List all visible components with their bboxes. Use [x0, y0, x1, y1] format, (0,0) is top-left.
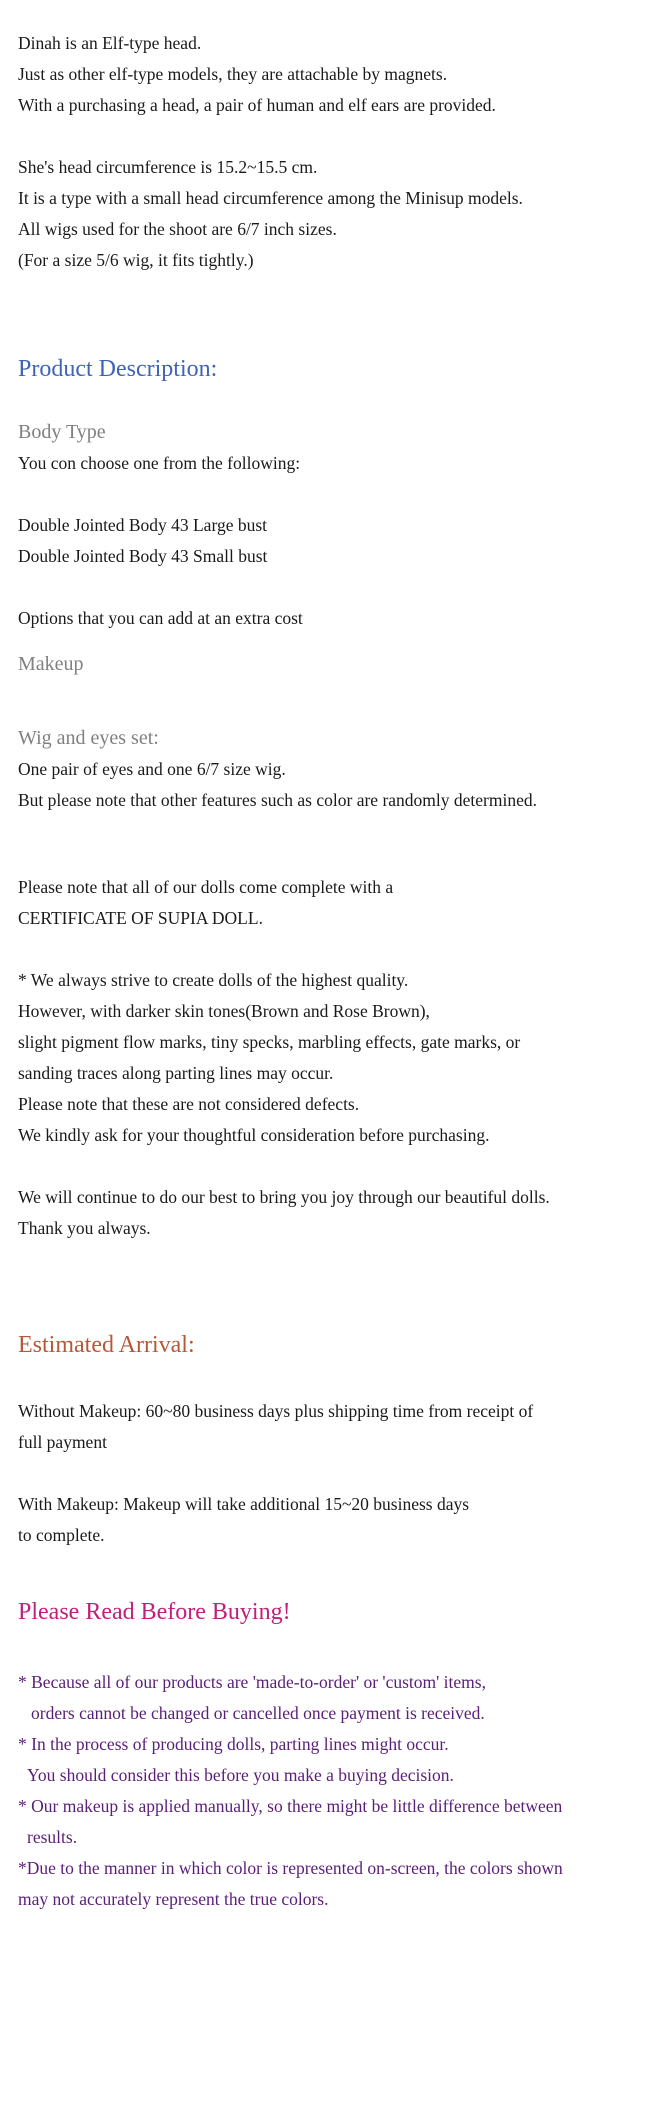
product-page	[18, 28, 638, 1915]
product-description-title: Product Description:	[18, 356, 218, 382]
intro-line: Just as other elf-type models, they are attachable by magnets.	[18, 64, 448, 84]
notice-item-continued: may not accurately represent the true colors.	[18, 1889, 329, 1909]
spacer	[18, 1458, 638, 1489]
spacer	[18, 386, 638, 416]
head-size-line: (For a size 5/6 wig, it fits tightly.)	[18, 250, 254, 270]
spacer	[18, 276, 638, 352]
spacer	[18, 1551, 638, 1595]
closing-line: We will continue to do our best to bring you joy through our beautiful dolls.	[18, 1187, 550, 1207]
with-makeup-line: With Makeup: Makeup will take additional 15~20 business days	[18, 1494, 470, 1514]
read-before-buying-title: Please Read Before Buying!	[18, 1599, 291, 1625]
with-makeup-line: to complete.	[18, 1525, 105, 1545]
spacer	[18, 680, 638, 722]
intro-line: With a purchasing a head, a pair of human and elf ears are provided.	[18, 95, 496, 115]
notice-item-continued: orders cannot be changed or cancelled once payment is received.	[31, 1703, 485, 1723]
quality-note-line: * We always strive to create dolls of the highest quality.	[18, 970, 409, 990]
spacer	[18, 816, 638, 872]
quality-note-line: We kindly ask for your thoughtful consideration before purchasing.	[18, 1125, 490, 1145]
body-type-heading: Body Type	[18, 421, 106, 443]
quality-note-line: Please note that these are not considered defects.	[18, 1094, 360, 1114]
spacer	[18, 1629, 638, 1667]
quality-note-line: However, with darker skin tones(Brown and Rose Brown),	[18, 1001, 430, 1021]
head-size-line: She's head circumference is 15.2~15.5 cm.	[18, 157, 318, 177]
spacer	[18, 934, 638, 965]
notice-item: * Our makeup is applied manually, so there might be little difference between	[18, 1796, 563, 1816]
body-option: Double Jointed Body 43 Large bust	[18, 515, 268, 535]
notice-item: *Due to the manner in which color is represented on-screen, the colors shown	[18, 1858, 563, 1878]
spacer	[18, 121, 638, 152]
extra-cost-label: Options that you can add at an extra cost	[18, 608, 303, 628]
wig-eyes-heading: Wig and eyes set:	[18, 727, 159, 749]
spacer	[18, 634, 638, 648]
spacer	[18, 479, 638, 510]
spacer	[18, 1151, 638, 1182]
without-makeup-line: full payment	[18, 1432, 107, 1452]
wig-eyes-line: But please note that other features such as color are randomly determined.	[18, 790, 537, 810]
head-size-line: All wigs used for the shoot are 6/7 inch sizes.	[18, 219, 337, 239]
without-makeup-line: Without Makeup: 60~80 business days plus shipping time from receipt of	[18, 1401, 534, 1421]
certificate-line: CERTIFICATE OF SUPIA DOLL.	[18, 908, 263, 928]
intro-line: Dinah is an Elf-type head.	[18, 33, 202, 53]
spacer	[18, 1244, 638, 1328]
body-type-intro: You con choose one from the following:	[18, 453, 301, 473]
quality-note-line: sanding traces along parting lines may occur.	[18, 1063, 334, 1083]
head-size-line: It is a type with a small head circumference among the Minisup models.	[18, 188, 523, 208]
certificate-line: Please note that all of our dolls come complete with a	[18, 877, 394, 897]
wig-eyes-line: One pair of eyes and one 6/7 size wig.	[18, 759, 286, 779]
notice-item: * Because all of our products are 'made-to-order' or 'custom' items,	[18, 1672, 486, 1692]
notice-item: * In the process of producing dolls, parting lines might occur.	[18, 1734, 449, 1754]
notice-item-continued: You should consider this before you make a buying decision.	[27, 1765, 454, 1785]
body-option: Double Jointed Body 43 Small bust	[18, 546, 268, 566]
purchase-notice-list	[18, 1667, 638, 1915]
notice-item-continued: results.	[27, 1827, 78, 1847]
quality-note-line: slight pigment flow marks, tiny specks, marbling effects, gate marks, or	[18, 1032, 521, 1052]
spacer	[18, 1362, 638, 1396]
estimated-arrival-title: Estimated Arrival:	[18, 1332, 195, 1358]
makeup-heading: Makeup	[18, 653, 84, 675]
spacer	[18, 572, 638, 603]
intro-block	[18, 28, 638, 276]
closing-line: Thank you always.	[18, 1218, 151, 1238]
